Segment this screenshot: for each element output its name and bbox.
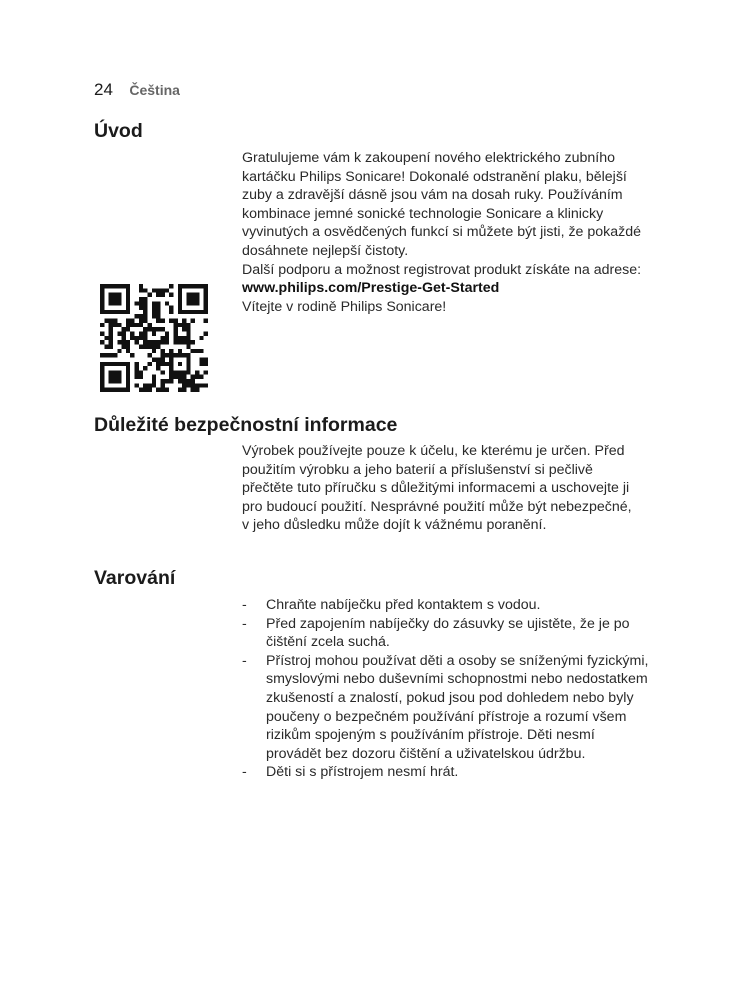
support-url[interactable]: www.philips.com/Prestige-Get-Started [242, 280, 500, 297]
warning-list [242, 596, 652, 782]
intro-title: Úvod [94, 120, 143, 142]
warning-item: - Před zapojením nabíječky do zásuvky se ujistěte, že je po čištění zcela suchá. [242, 615, 652, 652]
intro-paragraph: Gratulujeme vám k zakoupení nového elektrického zubního kartáčku Philips Sonicare! Dokonalé odstranění plaku, bělejší zuby a zdravější dásně jsou vám na dosah ruky. Používáním kombinace jemné sonické technologie Sonicare a klinicky vyvinutých a osvědčených funkcí si můžete být jisti, že pokaždé dosáhnete nejlepší čistoty. [242, 150, 642, 259]
safety-title: Důležité bezpečnostní informace [94, 414, 398, 436]
safety-text [242, 442, 642, 535]
support-text: Další podporu a možnost registrovat produkt získáte na adrese: [242, 261, 642, 278]
page-header [94, 80, 180, 102]
support-paragraph [242, 261, 642, 298]
welcome-text: Vítejte v rodině Philips Sonicare! [242, 298, 447, 315]
warning-item: - Chraňte nabíječku před kontaktem s vodou. [242, 596, 652, 615]
page-number: 24 [94, 80, 113, 99]
qr-code-icon[interactable] [100, 284, 208, 392]
warning-title: Varování [94, 567, 176, 589]
warning-item: - Přístroj mohou používat děti a osoby se sníženými fyzickými, smyslovými nebo duševními schopnostmi nebo nedostatkem zkušeností a znalostí, pokud jsou pod dohledem nebo byly poučeny o bezpečném používání přístroje a rozumí všem rizikům spojeným s používáním přístroje. Děti nesmí provádět bez dozoru čištění a uživatelskou údržbu. [242, 652, 652, 764]
intro-text [242, 149, 642, 316]
warning-item: - Děti si s přístrojem nesmí hrát. [242, 763, 652, 782]
safety-paragraph: Výrobek používejte pouze k účelu, ke kterému je určen. Před použitím výrobku a jeho baterií a příslušenství si pečlivě přečtěte tuto příručku s důležitými informacemi a uschovejte ji pro budoucí použití. Nesprávné použití může být nebezpečné, v jeho důsledku může dojít k vážnému poranění. [242, 443, 632, 534]
header-language: Čeština [129, 82, 180, 98]
